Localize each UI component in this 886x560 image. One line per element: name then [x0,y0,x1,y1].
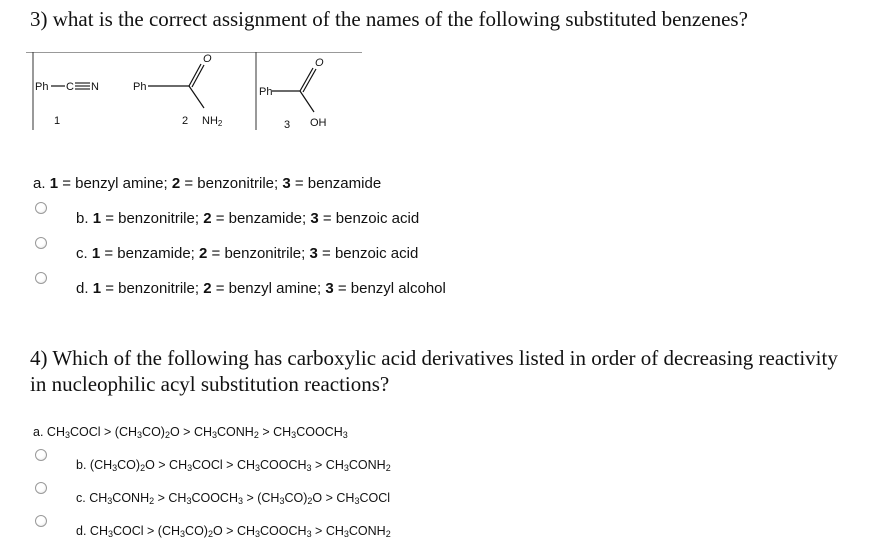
formula-subscript: 3 [255,529,261,539]
formula-text: CO) [284,491,308,505]
formula-subscript: 3 [187,463,193,473]
q3-radio-c[interactable] [35,237,47,249]
s3-o-label: O [315,57,324,69]
formula-text: CO) [142,425,165,439]
formula-subscript: 3 [291,430,297,440]
formula-text: O > CH [145,458,188,472]
formula-subscript: 3 [212,430,218,440]
formula-subscript: 3 [343,463,349,473]
q3-option-d[interactable]: d. 1 = benzonitrile; 2 = benzyl amine; 3 = benzyl alcohol [76,280,446,297]
formula-text: CONH [217,425,254,439]
formula-text: > CH [311,458,344,472]
formula-text: COCl > (CH [113,524,181,538]
s2-number: 2 [182,115,189,127]
formula-subscript: 2 [385,463,391,473]
formula-text: O > CH [212,524,256,538]
s2-nh2-label: NH2 [202,115,223,128]
formula [90,458,391,472]
structure-2-benzamide [133,53,223,128]
q4-option-d[interactable]: d. $CH_3COCl > (CH_3CO)_2O$ > $CH_3COOCH_3$ > $CH_3CONH_2$ [76,524,391,539]
q4-radio-b[interactable] [35,449,47,461]
formula-subscript: 3 [342,430,348,440]
formula [89,491,390,505]
formula-text: CONH [348,524,386,538]
structures-drawing [26,52,366,132]
formula-subscript: 3 [343,529,349,539]
question-4-title-line-2: in nucleophilic acyl substitution reactions? [30,372,390,396]
formula-subscript: 2 [164,430,170,440]
formula-subscript: 2 [385,529,391,539]
s1-n-label: N [91,81,99,93]
q3-option-b[interactable]: b. 1 = benzonitrile; 2 = benzamide; 3 = benzoic acid [76,210,420,227]
formula-subscript: 3 [354,496,360,506]
formula-text: CH [89,524,108,538]
formula-text: > (CH [243,491,280,505]
formula-subscript: 2 [149,496,155,506]
structures-panel [26,52,366,137]
structure-3-benzoic-acid [256,52,327,131]
formula-text: COOCH [260,458,307,472]
formula-text: COCl > (CH [70,425,138,439]
formula-text: COCl [359,491,391,505]
formula-text: CONH [112,491,150,505]
formula-text: COCl > CH [192,458,255,472]
formula-subscript: 3 [107,496,113,506]
q4-radio-d[interactable] [35,515,47,527]
formula-subscript: 3 [137,430,143,440]
s2-ph-label: Ph [133,81,147,93]
q4-option-b[interactable]: b. $(CH_3CO)_2O$ > $CH_3COCl$ > $CH_3COOCH_3$ > $CH_3CONH_2$ [76,458,391,473]
s1-c-label: C [66,81,74,93]
formula-text: COOCH [191,491,238,505]
formula-subscript: 3 [180,529,186,539]
formula-subscript: 3 [107,529,113,539]
formula-text: CO) [185,524,208,538]
s3-ph-label: Ph [259,86,273,98]
formula-text: CONH [348,458,386,472]
formula-subscript: 3 [279,496,285,506]
q3-radio-d[interactable] [35,272,47,284]
formula-text: > CH [311,524,344,538]
formula-subscript: 3 [64,430,70,440]
q3-option-a[interactable]: a. 1 = benzyl amine; 2 = benzonitrile; 3 = benzamide [33,175,382,192]
s2-o-label: O [203,53,212,65]
formula-subscript: 3 [237,496,243,506]
q4-option-a[interactable]: a. $CH_3COCl > (CH_3CO)_2O$ > $CH_3CONH_2$ > $CH_3COOCH_3$ [33,425,348,440]
formula [47,425,348,439]
formula-text: CO) [117,458,141,472]
question-4-title-line-1: 4) Which of the following has carboxylic acid derivatives listed in order of decreasing reactivity [30,346,838,370]
formula-text: CH [46,425,65,439]
formula-subscript: 3 [186,496,192,506]
formula-subscript: 3 [306,529,312,539]
formula-text: CH [89,491,108,505]
formula-text: COOCH [296,425,343,439]
q3-radio-b[interactable] [35,202,47,214]
formula-text: > CH [258,425,292,439]
q4-radio-c[interactable] [35,482,47,494]
structure-1-benzonitrile [35,81,99,127]
formula-text: COOCH [260,524,307,538]
s1-ph-label: Ph [35,81,49,93]
q4-option-c[interactable]: c. $CH_3CONH_2$ > $CH_3COOCH_3 > (CH_3CO)_2O$ > $CH_3COCl$ [76,491,391,506]
formula-subscript: 2 [140,463,146,473]
formula-text: O > CH [169,425,213,439]
s3-oh-label: OH [310,117,327,129]
question-3-title: 3) what is the correct assignment of the names of the following substituted benzenes? [30,7,748,31]
formula-subscript: 3 [112,463,118,473]
formula [90,524,391,538]
formula-subscript: 3 [306,463,312,473]
q3-option-c[interactable]: c. 1 = benzamide; 2 = benzonitrile; 3 = benzoic acid [76,245,419,262]
s3-number: 3 [284,119,291,131]
formula-text: (CH [89,458,113,472]
formula-subscript: 2 [207,529,213,539]
s1-number: 1 [54,115,61,127]
formula-subscript: 2 [253,430,259,440]
formula-text: O > CH [312,491,355,505]
formula-subscript: 3 [255,463,261,473]
formula-text: > CH [154,491,187,505]
formula-subscript: 2 [307,496,313,506]
